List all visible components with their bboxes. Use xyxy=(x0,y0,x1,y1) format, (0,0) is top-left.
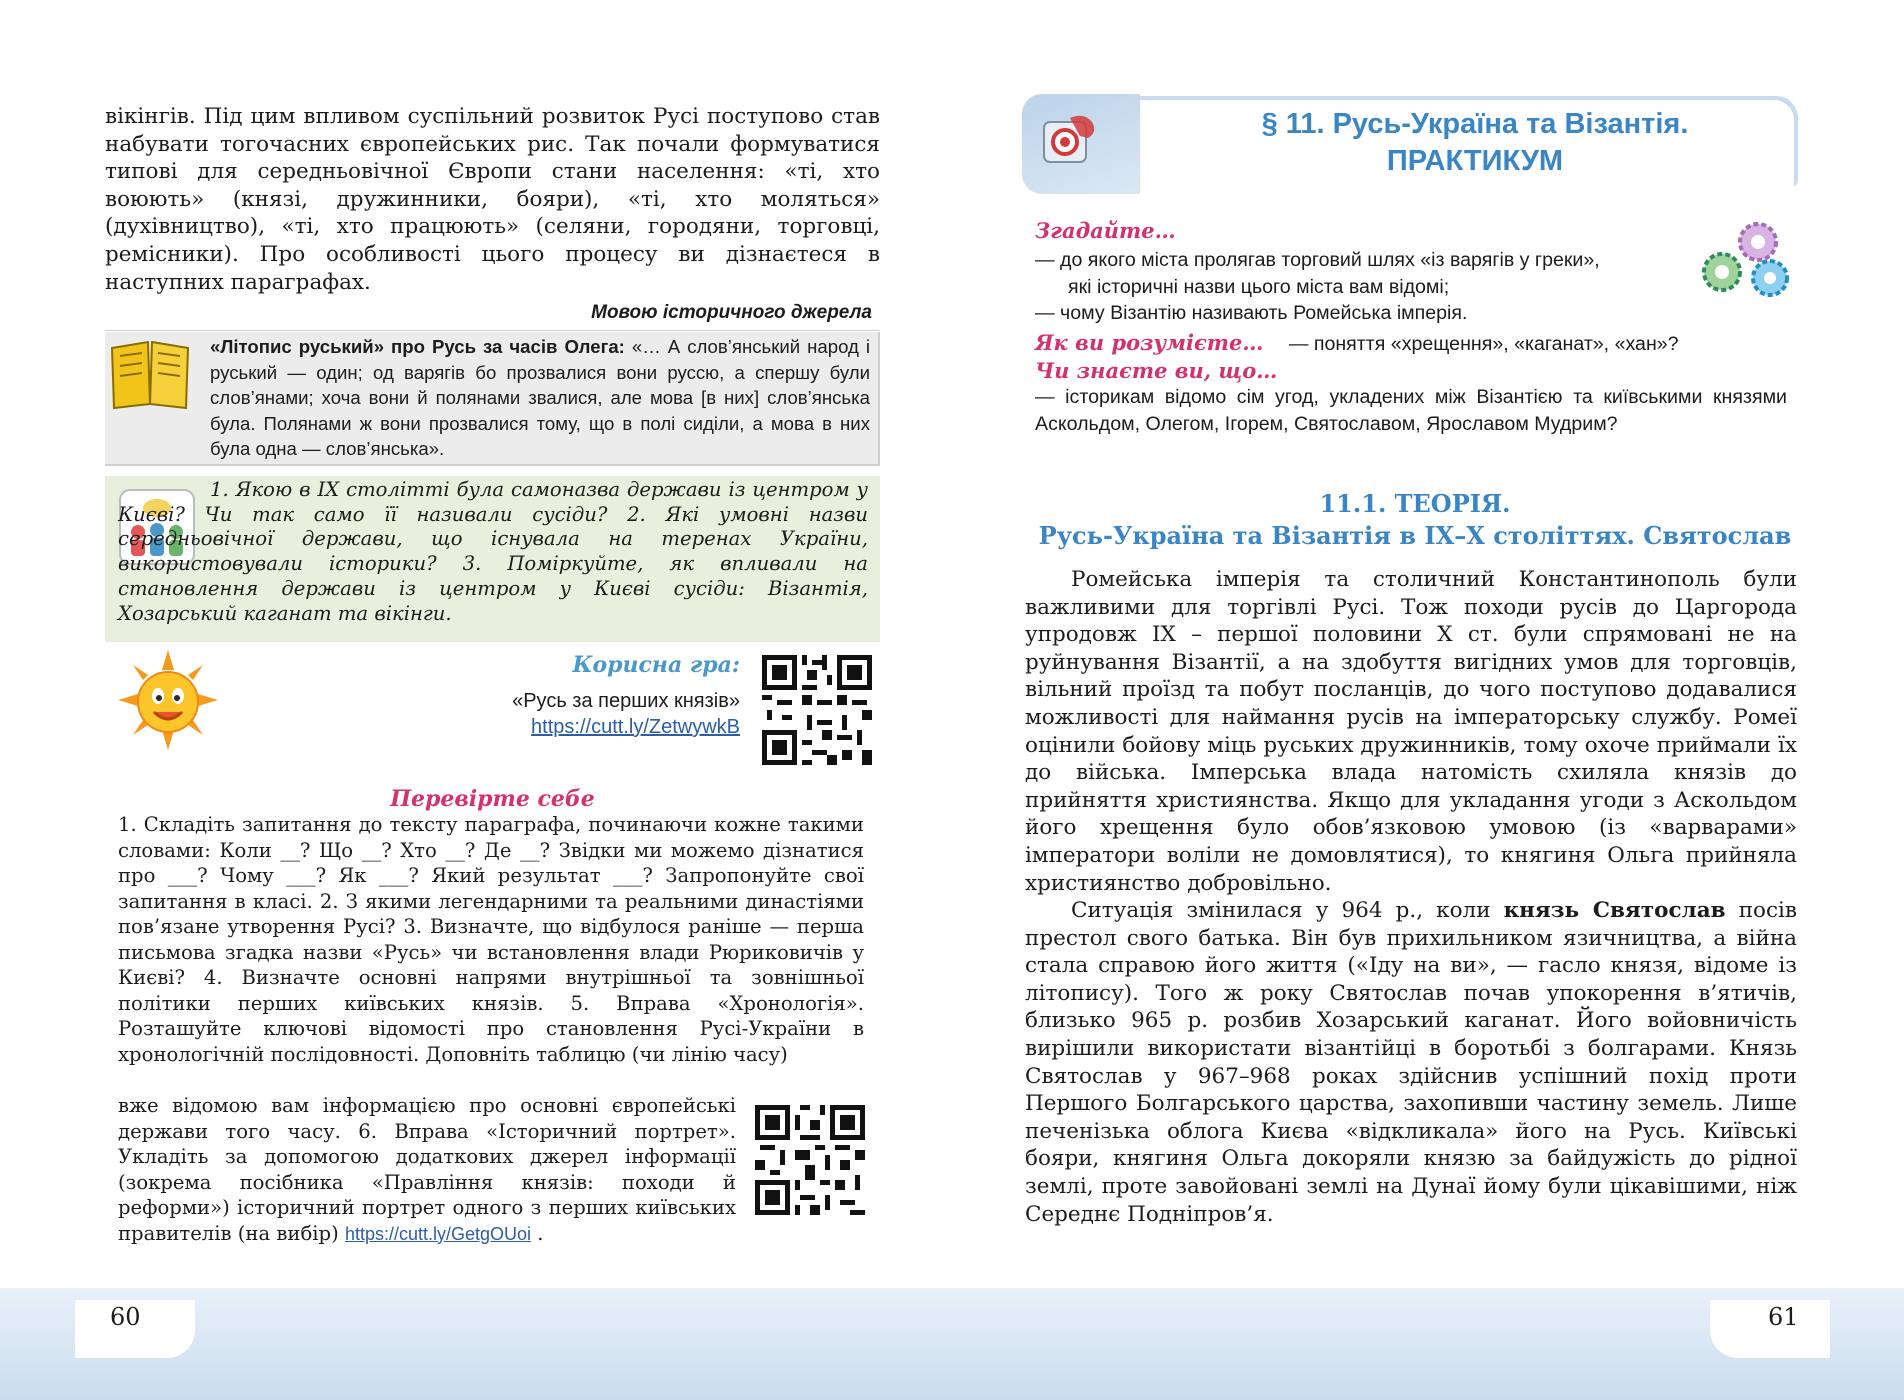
check-yourself-text: 1. Складіть запитання до тексту параграфа, починаючи кожне такими словами: Коли __? Що __? Хто __? Де __? Звідки ми можемо дізнатися про ___? Чому ___? Як ___? Який результат ___? Запропонуйте свої запитання в класі. 2. З якими легендарними та реальними династіями пов’язане утворення Русі? 3. Визначте, що відбулося раніше — перша письмова згадка назви «Русь» чи встановлення влади Рюриковичів у Києві? 4. Визначте основні напрями внутрішньої та зовнішньої політики перших київських князів. 5. Вправа «Хронологія». Розташуйте ключові відомості про становлення Русі-України в хронологічній послідовності. Доповніть таблицю (чи лінію часу) xyxy=(118,813,864,1066)
page-number-right: 61 xyxy=(1768,1303,1799,1331)
theory-heading-line2: Русь-Україна та Візантія в IX–X століттях. Святослав xyxy=(1038,521,1792,550)
source-quote xyxy=(210,334,870,462)
footer-band xyxy=(0,1288,1904,1400)
qr-code-game[interactable] xyxy=(762,655,872,765)
para2-rest: посів престол свого батька. Він був прихильником язичництва, а війна стала справою його життя («Іду на ви», — гасло князя, відоме із літопису). Того ж року Святослав почав упокорення в’ятичів, близько 965 р. розбив Хозарський каганат. Його войовничість вирішили використати візантійці в боротьбі з болгарами. Князь Святослав у 967–968 роках здійснив успішний похід проти Першого Болгарського царства, захопивши частину земель. Лише печенізька облога Києва «відкликала» його на Русь. Київські бояри, княгиня Ольга докоряли князю за байдужість до рідної землі, проте завойовані землі на Дунаї йому були цікавішими, ніж Середнє Подніпров’я. xyxy=(1025,898,1798,1227)
questions-text xyxy=(118,478,868,626)
know-label-line xyxy=(1035,358,1277,385)
check-yourself-end: . xyxy=(531,1221,544,1245)
useful-game-link[interactable]: https://cutt.ly/ZetwywkB xyxy=(531,716,740,738)
sun-mascot-icon xyxy=(118,650,218,750)
know-label: Чи знаєте ви, що… xyxy=(1035,358,1278,383)
theory-paragraph-1: Ромейська імперія та столичний Константинополь були важливими для торгівлі Русі. Тож походи русів до Царгорода упродовж IX – першої половини X ст. були спрямовані не на руйнування Візантії, а на здобуття вигідних умов для торговців, вільний проїзд та побут посланців, до чого поступово додавалися можливості для наймання русів на імператорську службу. Ромеї оцінили бойову міць руських дружинників, тому охоче приймали їх до війська. Імперська влада натомість схиляла князів до прийняття християнства. Якщо для укладання угоди з Аскольдом його хрещення було обов’язковою умовою (із «варварами» імператори воліли не домовлятися), то княгиня Ольга прийняла християнство добровільно. xyxy=(1025,567,1797,896)
source-box-header: Мовою історичного джерела xyxy=(591,302,872,323)
portrait-link[interactable]: https://cutt.ly/GetgOUoi xyxy=(344,1223,532,1244)
understand-line xyxy=(1035,330,1679,357)
understand-text: — поняття «хрещення», «каганат», «хан»? xyxy=(1283,333,1679,355)
para2-bold: князь Святослав xyxy=(1503,898,1726,923)
practicum-icon xyxy=(1040,112,1100,172)
check-yourself-text-tail: вже відомою вам інформацією про основні європейські держави того часу. 6. Вправа «Історичний портрет». Укладіть за допомогою додаткових джерел інформації (зокрема посібника «Правління князів: походи й реформи») історичний портрет одного з перших київських правителів (на вибір) xyxy=(118,1094,736,1245)
divider xyxy=(105,330,880,331)
understand-label: Як ви розумієте… xyxy=(1035,330,1264,355)
gears-icon xyxy=(1700,220,1795,300)
useful-game-title: Корисна гра: xyxy=(572,652,740,678)
book-icon xyxy=(110,338,190,410)
intro-paragraph: вікінгів. Під цим впливом суспільний розвиток Русі поступово став набувати тогочасних європейських рис. Так почали формуватися типові для середньовічної Європи стани населення: «ті, хто воюють» (князі, дружинники, бояри), «ті, хто моляться» (духівництво), «ті, хто працюють» (селяни, городяни, торговці, ремісники). Про особливості цього процесу ви дізнаєтеся в наступних параграфах. xyxy=(105,104,880,295)
check-yourself-text-continued xyxy=(118,1093,736,1247)
theory-paragraph-2 xyxy=(1025,897,1797,1228)
para2-start: Ситуація змінилася у 964 р., коли xyxy=(1071,898,1504,923)
theory-heading xyxy=(1020,488,1810,552)
qr-code-portrait[interactable] xyxy=(755,1105,865,1215)
source-quote-text: «… А слов’янський народ і руський — один; од варягів бо прозвалися вони руссю, а спершу були слов’янами; хоча вони й полянами звалися, але мова [в них] слов’янська була. Полянами ж вони прозвалися тому, що в полі сиділи, а мова в них була одна — слов’янська». xyxy=(210,336,870,459)
recall-question-1: — до якого міста пролягав торговий шлях «із варягів у греки», xyxy=(1035,249,1600,271)
know-text: — історикам відомо сім угод, укладених між Візантією та київськими князями Аскольдом, Олегом, Ігорем, Святославом, Ярославом Мудрим? xyxy=(1035,386,1787,435)
recall-question-2: — чому Візантію називають Ромейська імперія. xyxy=(1035,302,1468,324)
source-title: «Літопис руський» про Русь за часів Олега: xyxy=(210,336,625,357)
theory-heading-line1: 11.1. ТЕОРІЯ. xyxy=(1319,489,1511,518)
section-title-line1: § 11. Русь-Україна та Візантія. xyxy=(1261,108,1689,140)
questions-body: 1. Якою в IX столітті була самоназва держави із центром у Києві? Чи так само її називали сусіди? 2. Які умовні назви середньовічної держави, що існувала на теренах України, використовували історики? 3. Поміркуйте, як впливали на становлення держави із центром у Києві сусіди: Візантія, Хозарський каганат та вікінги. xyxy=(118,478,868,625)
recall-question-1-cont: які історичні назви цього міста вам відомі; xyxy=(1068,276,1450,298)
recall-label: Згадайте… xyxy=(1035,218,1176,243)
section-title-line2: ПРАКТИКУМ xyxy=(1386,145,1564,177)
section-title xyxy=(1160,106,1790,180)
check-yourself-title: Перевірте себе xyxy=(390,786,595,812)
page-number-left: 60 xyxy=(110,1303,141,1331)
useful-game-name: «Русь за перших князів» xyxy=(512,690,740,712)
